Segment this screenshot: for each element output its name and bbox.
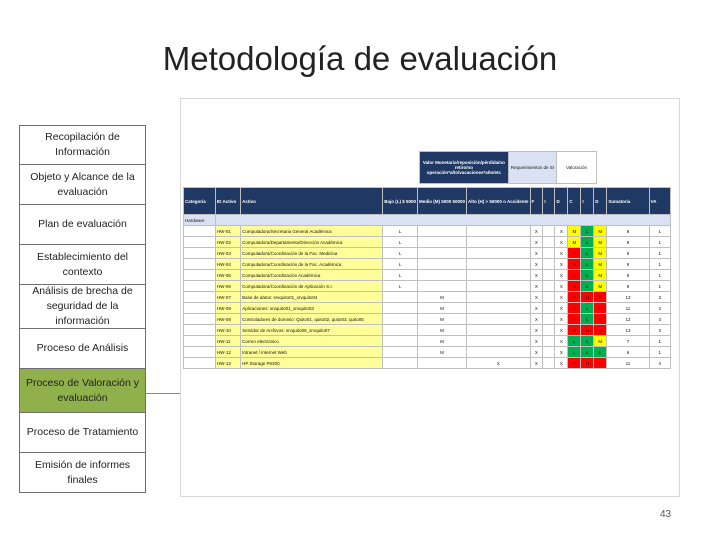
value-medium: [418, 248, 467, 259]
val-i: L: [581, 347, 594, 358]
req-d: X: [555, 314, 568, 325]
col-f: F: [530, 188, 543, 215]
value-low: [383, 303, 418, 314]
val-d: M: [594, 259, 607, 270]
va: 1: [649, 270, 670, 281]
asset-table: [183, 187, 671, 369]
sumatoria: 11: [607, 303, 649, 314]
step-proceso-analisis: Proceso de Análisis: [19, 329, 146, 369]
val-c: M: [568, 237, 581, 248]
req-f: X: [530, 281, 543, 292]
req-d: X: [555, 336, 568, 347]
cat-cell: [184, 325, 216, 336]
val-i: L: [581, 303, 594, 314]
val-i: H: [581, 325, 594, 336]
asset-name: Correo electrónico: [241, 336, 383, 347]
sumatoria: 9: [607, 248, 649, 259]
req-d: X: [555, 281, 568, 292]
cat-cell: [184, 347, 216, 358]
req-i: [543, 325, 555, 336]
value-medium: M: [418, 336, 467, 347]
asset-name: Computadora/Coordinación de la Fac. Académica: [241, 259, 383, 270]
val-d: H: [594, 325, 607, 336]
val-c: H: [568, 270, 581, 281]
col-i: I: [543, 188, 555, 215]
asset-id: HW-06: [215, 281, 240, 292]
req-f: X: [530, 347, 543, 358]
req-d: X: [555, 259, 568, 270]
value-high: [467, 347, 530, 358]
val-d: M: [594, 237, 607, 248]
col-categoria: Categoría: [184, 188, 216, 215]
table-body: [184, 226, 671, 369]
req-f: X: [530, 325, 543, 336]
sumatoria: 13: [607, 292, 649, 303]
val-c: L: [568, 347, 581, 358]
cat-cell: [184, 314, 216, 325]
sumatoria: 7: [607, 336, 649, 347]
value-medium: [418, 237, 467, 248]
table-header-top: [419, 151, 597, 184]
table-row: [184, 347, 671, 358]
val-i: L: [581, 226, 594, 237]
table-row: [184, 358, 671, 369]
value-low: L: [383, 248, 418, 259]
req-d: X: [555, 292, 568, 303]
table-row: [184, 226, 671, 237]
va: 3: [649, 292, 670, 303]
val-c: H: [568, 281, 581, 292]
asset-name: Aplicaciones: srvquito01_srvquito03: [241, 303, 383, 314]
val-i: L: [581, 336, 594, 347]
slide-title: Metodología de evaluación: [162, 40, 558, 77]
value-high: [467, 226, 530, 237]
val-i: H: [581, 292, 594, 303]
req-d: X: [555, 303, 568, 314]
va: 1: [649, 226, 670, 237]
asset-name: Computadora/Coordinación de la Fac. Medicina: [241, 248, 383, 259]
value-high: [467, 303, 530, 314]
value-medium: [418, 281, 467, 292]
table-row: [184, 259, 671, 270]
asset-name: Computadora/Coordinación de Aplicación S.I.: [241, 281, 383, 292]
cat-cell: [184, 292, 216, 303]
category-row: [184, 215, 671, 226]
req-f: X: [530, 336, 543, 347]
req-f: X: [530, 248, 543, 259]
val-i: L: [581, 270, 594, 281]
column-header-row: [184, 188, 671, 215]
asset-name: Base de datos: srvquito01_srvquito04: [241, 292, 383, 303]
val-c: L: [568, 336, 581, 347]
value-medium: M: [418, 292, 467, 303]
req-i: [543, 347, 555, 358]
req-f: X: [530, 314, 543, 325]
sumatoria: 11: [607, 358, 649, 369]
va: 1: [649, 259, 670, 270]
methodology-steps: [19, 125, 146, 493]
req-d: X: [555, 325, 568, 336]
val-i: L: [581, 281, 594, 292]
val-d: M: [594, 336, 607, 347]
table-row: [184, 281, 671, 292]
req-f: X: [530, 226, 543, 237]
col-va: VA: [649, 188, 670, 215]
val-d: H: [594, 303, 607, 314]
step-tratamiento: Proceso de Tratamiento: [19, 413, 146, 453]
value-high: [467, 270, 530, 281]
col-bajo: Bajo (L) $ 5000: [383, 188, 418, 215]
col-id: ID Activo: [215, 188, 240, 215]
col-c2: C: [568, 188, 581, 215]
value-low: [383, 358, 418, 369]
val-c: H: [568, 303, 581, 314]
asset-id: HW-05: [215, 270, 240, 281]
value-medium: [418, 270, 467, 281]
table-row: [184, 325, 671, 336]
req-f: X: [530, 259, 543, 270]
sumatoria: 8: [607, 226, 649, 237]
cat-cell: [184, 237, 216, 248]
table-row: [184, 237, 671, 248]
asset-id: HW-09: [215, 314, 240, 325]
va: 1: [649, 281, 670, 292]
table-row: [184, 292, 671, 303]
req-i: [543, 226, 555, 237]
value-low: [383, 325, 418, 336]
col-i2: I: [581, 188, 594, 215]
value-medium: M: [418, 325, 467, 336]
sumatoria: 9: [607, 270, 649, 281]
va: 3: [649, 314, 670, 325]
cat-cell: [184, 358, 216, 369]
sumatoria: 9: [607, 259, 649, 270]
val-c: H: [568, 292, 581, 303]
step-plan: Plan de evaluación: [19, 205, 146, 245]
req-i: [543, 281, 555, 292]
req-d: X: [555, 358, 568, 369]
val-d: H: [594, 314, 607, 325]
req-i: [543, 336, 555, 347]
req-d: X: [555, 248, 568, 259]
value-low: [383, 347, 418, 358]
table-row: [184, 270, 671, 281]
val-c: H: [568, 358, 581, 369]
table-row: [184, 248, 671, 259]
val-d: M: [594, 226, 607, 237]
req-group-header: Requerimientos de SI: [508, 152, 556, 184]
req-i: [543, 259, 555, 270]
value-low: L: [383, 281, 418, 292]
step-informes: Emisión de informes finales: [19, 453, 146, 493]
value-high: [467, 259, 530, 270]
step-valoracion: Proceso de Valoración y evaluación: [19, 369, 146, 413]
req-f: X: [530, 237, 543, 248]
value-low: L: [383, 270, 418, 281]
cat-cell: [184, 303, 216, 314]
value-low: [383, 292, 418, 303]
col-d: D: [555, 188, 568, 215]
value-low: L: [383, 237, 418, 248]
connector-line: [146, 393, 180, 394]
val-d: H: [594, 358, 607, 369]
asset-id: HW-02: [215, 237, 240, 248]
val-c: H: [568, 314, 581, 325]
sumatoria: 12: [607, 314, 649, 325]
req-d: X: [555, 237, 568, 248]
col-alto: Alto (H) > 50000 o Accidente: [467, 188, 530, 215]
value-medium: [418, 259, 467, 270]
value-high: [467, 237, 530, 248]
table-row: [184, 314, 671, 325]
step-objeto-alcance: Objeto y Alcance de la evaluación: [19, 165, 146, 205]
table-row: [184, 303, 671, 314]
val-c: M: [568, 226, 581, 237]
value-high: [467, 325, 530, 336]
value-high: [467, 281, 530, 292]
value-medium: [418, 358, 467, 369]
val-d: M: [594, 248, 607, 259]
value-low: [383, 336, 418, 347]
val-d: H: [594, 292, 607, 303]
value-medium: [418, 226, 467, 237]
cat-cell: [184, 226, 216, 237]
req-i: [543, 270, 555, 281]
va: 1: [649, 347, 670, 358]
step-recopilacion: Recopilación de Información: [19, 125, 146, 165]
sumatoria: 6: [607, 347, 649, 358]
req-d: X: [555, 347, 568, 358]
step-analisis-brecha: Análisis de brecha de seguridad de la información: [19, 285, 146, 329]
req-f: X: [530, 292, 543, 303]
cat-cell: [184, 281, 216, 292]
asset-id: HW-04: [215, 259, 240, 270]
req-d: X: [555, 270, 568, 281]
category-label: Hardware: [184, 215, 216, 226]
asset-id: HW-01: [215, 226, 240, 237]
req-i: [543, 314, 555, 325]
value-group-header: Valor Monetario/reposición/pérdida/no retiro/no operación*año/vacaciones*año/etc: [420, 152, 509, 184]
req-i: [543, 292, 555, 303]
cat-cell: [184, 248, 216, 259]
val-c: H: [568, 259, 581, 270]
sumatoria: 9: [607, 237, 649, 248]
col-sumatoria: Sumatoria: [607, 188, 649, 215]
asset-id: HW-11: [215, 336, 240, 347]
cat-cell: [184, 270, 216, 281]
value-medium: M: [418, 347, 467, 358]
step-contexto: Establecimiento del contexto: [19, 245, 146, 285]
page-number: 43: [660, 509, 672, 520]
val-d: L: [594, 347, 607, 358]
val-c: H: [568, 325, 581, 336]
req-d: X: [555, 226, 568, 237]
asset-name: Intranet / Internet Web: [241, 347, 383, 358]
col-d2: D: [594, 188, 607, 215]
sumatoria: 9: [607, 281, 649, 292]
va: 1: [649, 248, 670, 259]
asset-name: HP Storage P6300: [241, 358, 383, 369]
req-i: [543, 248, 555, 259]
req-f: X: [530, 270, 543, 281]
col-activo: Activo: [241, 188, 383, 215]
asset-name: Computadora/Secretaria General Académica: [241, 226, 383, 237]
val-i: L: [581, 248, 594, 259]
va: 3: [649, 325, 670, 336]
asset-id: HW-08: [215, 303, 240, 314]
va: 2: [649, 303, 670, 314]
val-c: H: [568, 248, 581, 259]
value-low: L: [383, 226, 418, 237]
req-f: X: [530, 358, 543, 369]
asset-id: HW-07: [215, 292, 240, 303]
asset-id: HW-13: [215, 358, 240, 369]
cat-cell: [184, 336, 216, 347]
value-high: [467, 336, 530, 347]
val-d: M: [594, 281, 607, 292]
req-i: [543, 358, 555, 369]
asset-name: Controladores de dominio: Quito01, quito02, quito03, quito05: [241, 314, 383, 325]
asset-id: HW-03: [215, 248, 240, 259]
val-i: L: [581, 237, 594, 248]
value-medium: M: [418, 314, 467, 325]
cat-cell: [184, 259, 216, 270]
value-high: [467, 248, 530, 259]
asset-id: HW-10: [215, 325, 240, 336]
table-row: [184, 336, 671, 347]
asset-name: Computadora/Coordinación Académica: [241, 270, 383, 281]
va: 1: [649, 336, 670, 347]
sumatoria: 13: [607, 325, 649, 336]
req-i: [543, 303, 555, 314]
va: 4: [649, 358, 670, 369]
value-high: [467, 292, 530, 303]
value-high: [467, 314, 530, 325]
asset-name: Servidor de Archivos: srvquito08_srvquito07: [241, 325, 383, 336]
req-f: X: [530, 303, 543, 314]
value-low: [383, 314, 418, 325]
val-i: L: [581, 259, 594, 270]
val-i: H: [581, 358, 594, 369]
req-i: [543, 237, 555, 248]
va: 1: [649, 237, 670, 248]
asset-id: HW-12: [215, 347, 240, 358]
value-medium: M: [418, 303, 467, 314]
val-i: L: [581, 314, 594, 325]
asset-name: Computadora/Departamento/Dirección Académica: [241, 237, 383, 248]
evaluation-table-image: [180, 98, 680, 497]
value-low: L: [383, 259, 418, 270]
value-high: X: [467, 358, 530, 369]
valoracion-header: Valoración: [557, 152, 597, 184]
val-d: M: [594, 270, 607, 281]
col-medio: Medio (M) 5000 50000: [418, 188, 467, 215]
